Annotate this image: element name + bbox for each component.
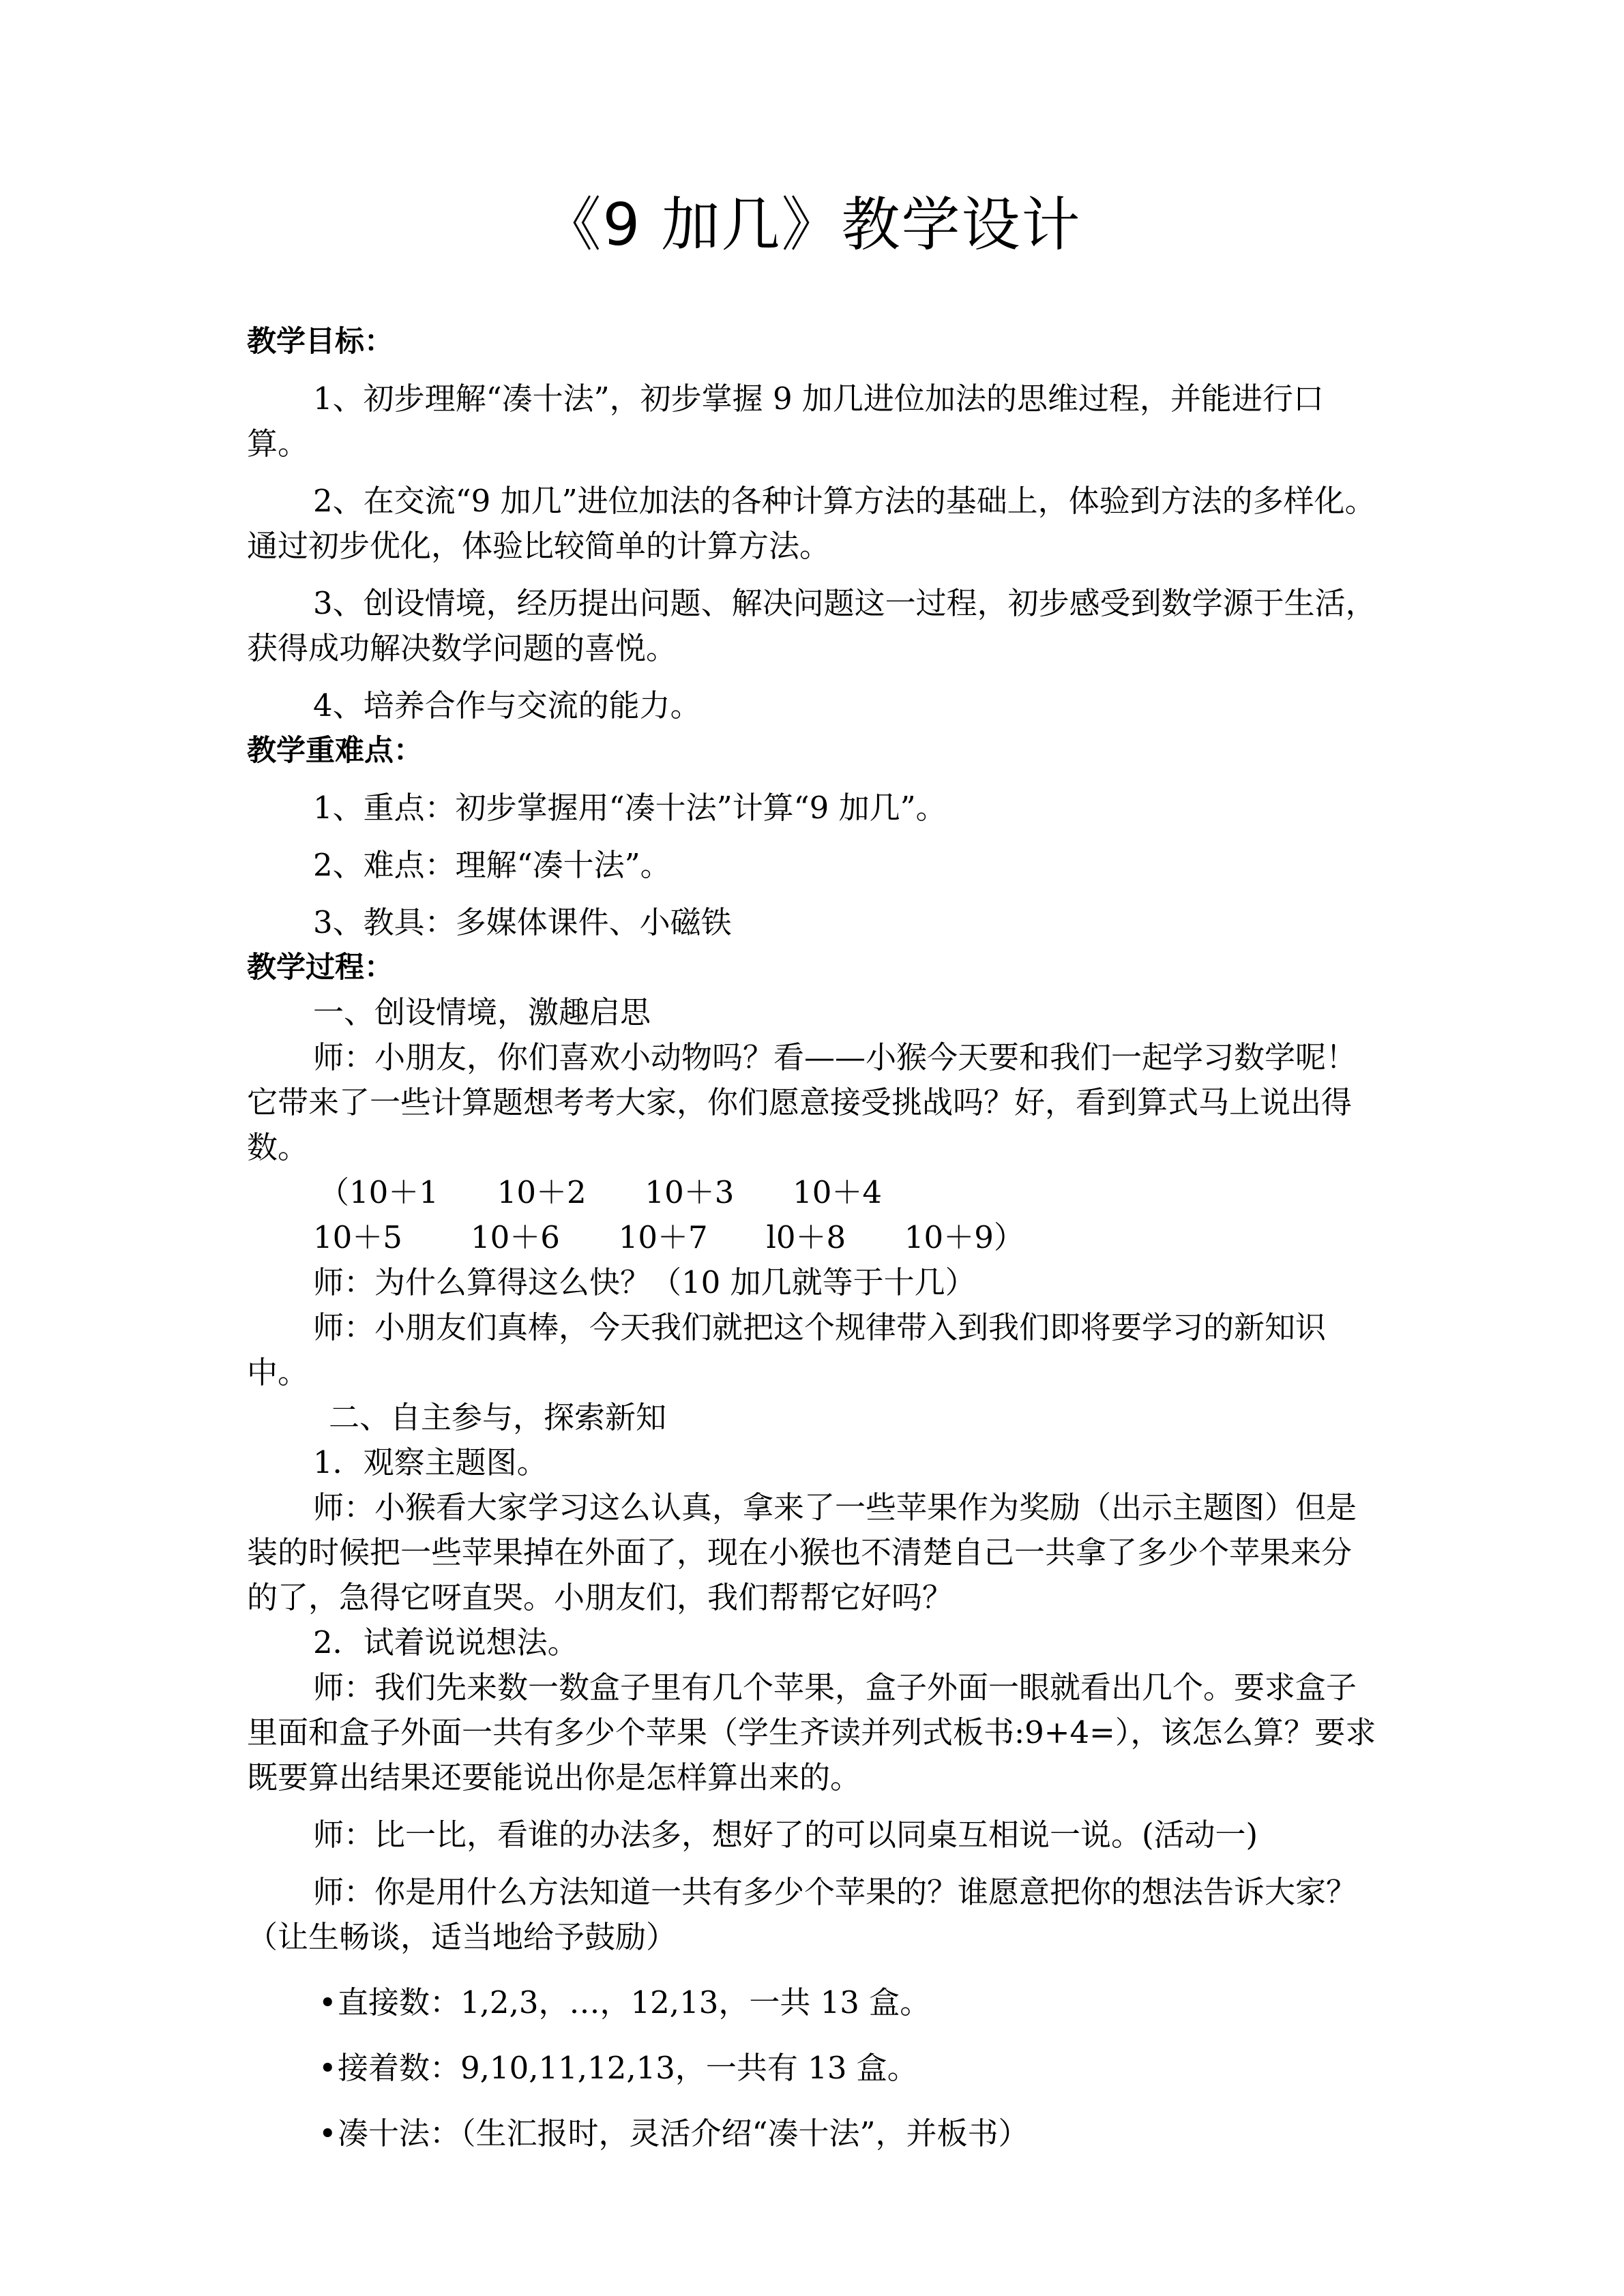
paragraph-rule: 师：小朋友们真棒，今天我们就把这个规律带入到我们即将要学习的新知识中。 — [247, 1309, 1327, 1390]
paragraph-compare: 师：比一比，看谁的办法多，想好了的可以同桌互相说一说。(活动一) — [313, 1817, 1258, 1853]
bullet-marker: • — [319, 1984, 337, 2021]
bullet-text: 凑十法：（生汇报时，灵活介绍“凑十法”，并板书） — [338, 2115, 1029, 2151]
paragraph-count: 师：我们先来数一数盒子里有几个苹果，盒子外面一眼就看出几个。要求盒子里面和盒子外面一共有多少个苹果（学生齐读并列式板书:9+4=），该怎么算？要求既要算出结果还要能说出你是怎样算出来的。 — [247, 1669, 1376, 1795]
key-heading: 教学重难点： — [247, 734, 423, 768]
key-item-3: 3、教具：多媒体课件、小磁铁 — [313, 904, 732, 940]
step-observe: 1．观察主题图。 — [313, 1444, 548, 1480]
goal-item-2: 2、在交流“9 加几”进位加法的各种计算方法的基础上，体验到方法的多样化。通过初步优化，体验比较简单的计算方法。 — [247, 483, 1376, 564]
equation-row-1: （10＋1 10＋2 10＋3 10＋4 — [319, 1174, 883, 1210]
key-item-2: 2、难点：理解“凑十法”。 — [313, 847, 671, 883]
bullet-marker: • — [319, 2115, 337, 2151]
document-body — [247, 319, 1379, 2156]
paragraph-apples: 师：小猴看大家学习这么认真，拿来了一些苹果作为奖励（出示主题图）但是装的时候把一些苹果掉在外面了，现在小猴也不清楚自己一共拿了多少个苹果来分的了，急得它呀直哭。小朋友们，我们帮帮它好吗？ — [247, 1489, 1357, 1615]
bullet-marker: • — [319, 2050, 337, 2086]
part2-title: 二、自主参与，探索新知 — [329, 1399, 667, 1435]
goal-item-1: 1、初步理解“凑十法”，初步掌握 9 加几进位加法的思维过程，并能进行口算。 — [247, 381, 1324, 462]
paragraph-intro: 师：小朋友，你们喜欢小动物吗？看——小猴今天要和我们一起学习数学呢！它带来了一些计算题想考考大家，你们愿意接受挑战吗？好，看到算式马上说出得数。 — [247, 1039, 1357, 1165]
step-try: 2．试着说说想法。 — [313, 1624, 578, 1660]
bullet-text: 接着数：9,10,11,12,13，一共有 13 盒。 — [338, 2050, 918, 2086]
process-heading: 教学过程： — [247, 951, 394, 985]
bullet-text: 直接数：1,2,3，…，12,13，一共 13 盒。 — [338, 1984, 931, 2021]
key-item-1: 1、重点：初步掌握用“凑十法”计算“9 加几”。 — [313, 790, 947, 826]
bullet-item-3 — [247, 2111, 1379, 2156]
part1-title: 一、创设情境，激趣启思 — [313, 994, 651, 1030]
paragraph-method: 师：你是用什么方法知道一共有多少个苹果的？谁愿意把你的想法告诉大家？（让生畅谈，适当地给予鼓励） — [247, 1874, 1357, 1955]
bullet-item-1 — [247, 1980, 1379, 2025]
paragraph-why: 师：为什么算得这么快？（10 加几就等于十几） — [313, 1264, 976, 1300]
bullet-item-2 — [247, 2046, 1379, 2091]
equation-row-2: 10＋5 10＋6 10＋7 l0＋8 10＋9） — [313, 1219, 1024, 1255]
goal-item-3: 3、创设情境，经历提出问题、解决问题这一过程，初步感受到数学源于生活，获得成功解决数学问题的喜悦。 — [247, 585, 1376, 666]
document-title: 《9 加几》教学设计 — [542, 191, 1082, 259]
goals-heading: 教学目标： — [247, 325, 394, 359]
goal-item-4: 4、培养合作与交流的能力。 — [313, 687, 701, 724]
